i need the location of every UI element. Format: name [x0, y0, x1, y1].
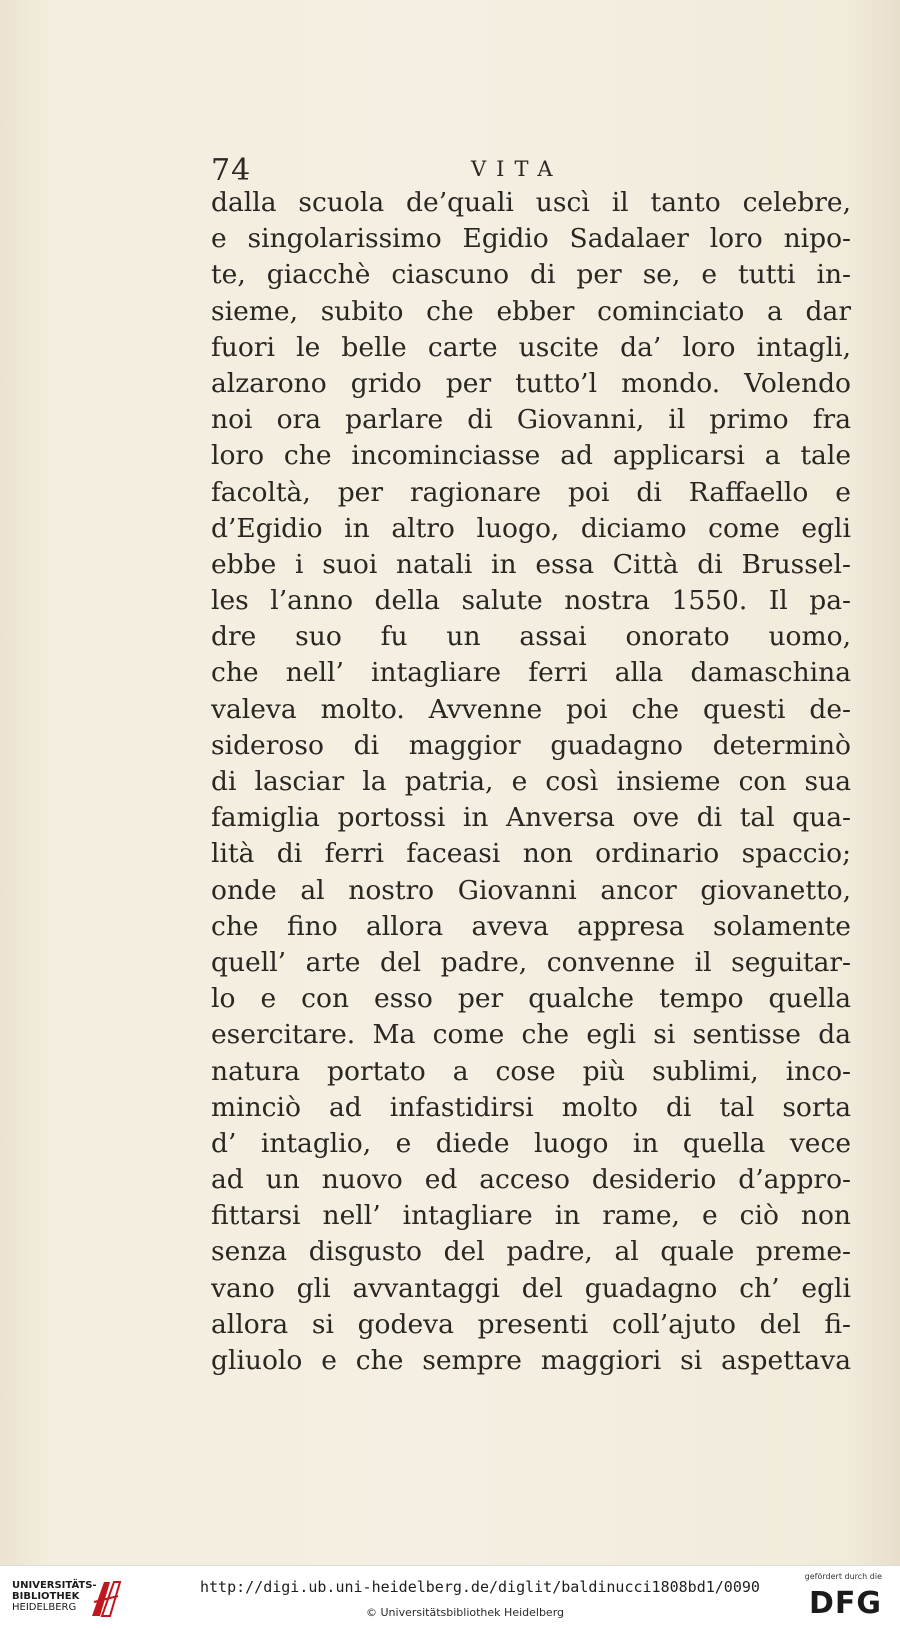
library-logo-icon — [88, 1576, 126, 1620]
text-line: dre suo fu un assai onorato uomo, — [211, 621, 851, 653]
copyright-notice: © Universitätsbibliothek Heidelberg — [366, 1606, 565, 1619]
text-line: les l’anno della salute nostra 1550. Il pa- — [211, 585, 851, 617]
page-number: 74 — [211, 153, 252, 188]
dfg-logo: DFG — [808, 1586, 882, 1621]
text-line: esercitare. Ma come che egli si sentisse da — [211, 1019, 851, 1051]
text-line: fittarsi nell’ intagliare in rame, e ciò non — [211, 1200, 851, 1232]
text-line: minciò ad infastidirsi molto di tal sorta — [211, 1091, 851, 1123]
text-line: senza disgusto del padre, al quale preme- — [211, 1236, 851, 1268]
running-title: VITA — [471, 157, 563, 181]
text-line: dalla scuola de’quali uscì il tanto celebre, — [211, 187, 851, 218]
text-line: e singolarissimo Egidio Sadalaer loro nipo- — [211, 223, 851, 255]
library-name-line: BIBLIOTHEK — [12, 1591, 80, 1602]
text-line: che nell’ intagliare ferri alla damaschina — [211, 657, 851, 689]
viewer-footer — [0, 1565, 900, 1630]
text-line: te, giacchè ciascuno di per se, e tutti in- — [211, 259, 851, 291]
text-line: vano gli avvantaggi del guadagno ch’ egli — [211, 1272, 851, 1304]
text-line: lità di ferri faceasi non ordinario spaccio; — [211, 838, 851, 870]
text-line: d’ intaglio, e diede luogo in quella vece — [211, 1127, 851, 1159]
text-line: valeva molto. Avvenne poi che questi de- — [211, 693, 851, 725]
text-line: onde al nostro Giovanni ancor giovanetto, — [211, 874, 851, 906]
text-line: che fino allora aveva appresa solamente — [211, 910, 851, 942]
text-line: gliuolo e che sempre maggiori si aspettava — [211, 1345, 851, 1376]
text-line: lo e con esso per qualche tempo quella — [211, 983, 851, 1015]
library-name-line: HEIDELBERG — [12, 1602, 77, 1613]
library-logo-text — [12, 1580, 97, 1613]
text-line: allora si godeva presenti coll’ajuto del fi- — [211, 1308, 851, 1340]
text-line: loro che incominciasse ad applicarsi a tale — [211, 440, 851, 472]
text-line: noi ora parlare di Giovanni, il primo fra — [211, 404, 851, 436]
text-line: quell’ arte del padre, convenne il seguitar- — [211, 946, 851, 978]
text-line: ad un nuovo ed acceso desiderio d’appro- — [211, 1164, 851, 1196]
text-line: ebbe i suoi natali in essa Città di Brussel- — [211, 548, 851, 580]
text-line: famiglia portossi in Anversa ove di tal qua- — [211, 802, 851, 834]
text-line: d’Egidio in altro luogo, diciamo come egli — [211, 512, 851, 544]
citation-url[interactable]: http://digi.ub.uni-heidelberg.de/diglit/baldinucci1808bd1/0090 — [200, 1578, 760, 1596]
text-line: natura portato a cose più sublimi, inco- — [211, 1055, 851, 1087]
text-line: di lasciar la patria, e così insieme con sua — [211, 766, 851, 797]
text-line: fuori le belle carte uscite da’ loro intagli, — [211, 331, 851, 363]
text-line: sideroso di maggior guadagno determinò — [211, 729, 851, 761]
sponsor-label: gefördert durch die — [804, 1572, 882, 1581]
library-name-line: UNIVERSITÄTS- — [12, 1580, 97, 1591]
body-text — [211, 185, 851, 1379]
text-line: sieme, subito che ebber cominciato a dar — [211, 295, 851, 327]
text-line: alzarono grido per tutto’l mondo. Volendo — [211, 367, 851, 399]
text-line: facoltà, per ragionare poi di Raffaello e — [211, 476, 851, 508]
